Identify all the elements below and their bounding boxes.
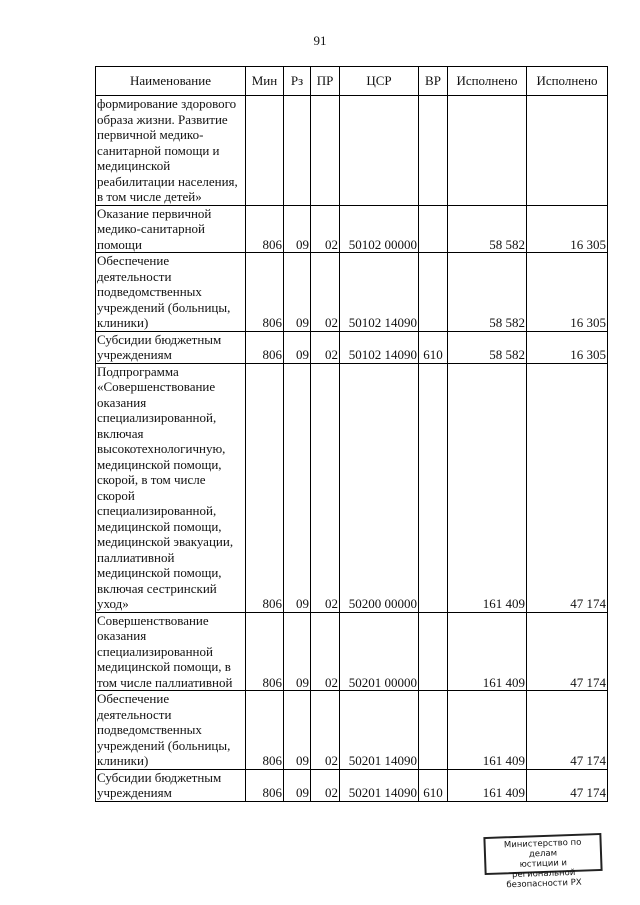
row-vr [419, 96, 448, 206]
row-executed-1: 161 409 [448, 691, 527, 770]
row-name: формирование здорового образа жизни. Развитие первичной медико-санитарной помощи и медицинской реабилитации населения, в том числе детей» [96, 96, 246, 206]
row-vr [419, 205, 448, 253]
row-rz [284, 96, 311, 206]
header-name: Наименование [96, 67, 246, 96]
row-vr [419, 253, 448, 332]
header-min: Мин [246, 67, 284, 96]
row-csr: 50200 00000 [340, 363, 419, 612]
table-row [96, 691, 608, 770]
row-pr: 02 [311, 363, 340, 612]
header-vr: ВР [419, 67, 448, 96]
stamp-line: безопасности РХ [506, 877, 582, 891]
row-rz: 09 [284, 205, 311, 253]
row-executed-1: 161 409 [448, 769, 527, 801]
ministry-stamp [483, 833, 602, 891]
row-executed-1: 58 582 [448, 205, 527, 253]
row-executed-1: 161 409 [448, 612, 527, 691]
row-executed-2: 47 174 [527, 769, 608, 801]
row-rz: 09 [284, 331, 311, 363]
row-pr: 02 [311, 612, 340, 691]
row-vr: 610 [419, 331, 448, 363]
row-name: Субсидии бюджетным учреждениям [96, 769, 246, 801]
row-csr [340, 96, 419, 206]
row-pr: 02 [311, 769, 340, 801]
row-csr: 50201 14090 [340, 769, 419, 801]
row-min: 806 [246, 205, 284, 253]
row-pr: 02 [311, 253, 340, 332]
row-csr: 50102 00000 [340, 205, 419, 253]
table-row [96, 612, 608, 691]
row-min: 806 [246, 363, 284, 612]
row-pr: 02 [311, 331, 340, 363]
row-executed-1: 58 582 [448, 331, 527, 363]
header-rz: Рз [284, 67, 311, 96]
row-executed-2: 16 305 [527, 205, 608, 253]
header-executed: Исполнено [448, 67, 527, 96]
row-rz: 09 [284, 769, 311, 801]
row-name: Обеспечение деятельности подведомственных учреждений (больницы, клиники) [96, 253, 246, 332]
row-executed-1: 58 582 [448, 253, 527, 332]
stamp-line: юстиции и региональной [511, 858, 576, 881]
row-name: Субсидии бюджетным учреждениям [96, 331, 246, 363]
row-csr: 50102 14090 [340, 331, 419, 363]
row-executed-2: 16 305 [527, 331, 608, 363]
row-vr [419, 363, 448, 612]
row-executed-2 [527, 96, 608, 206]
table-row [96, 331, 608, 363]
row-min [246, 96, 284, 206]
row-csr: 50201 14090 [340, 691, 419, 770]
budget-table [95, 66, 608, 802]
row-vr [419, 612, 448, 691]
stamp-line: Министерство по делам [503, 837, 582, 860]
table-row [96, 96, 608, 206]
row-pr: 02 [311, 691, 340, 770]
table-row [96, 253, 608, 332]
row-executed-2: 47 174 [527, 363, 608, 612]
row-executed-1 [448, 96, 527, 206]
row-pr: 02 [311, 205, 340, 253]
row-name: Обеспечение деятельности подведомственных учреждений (больницы, клиники) [96, 691, 246, 770]
row-rz: 09 [284, 253, 311, 332]
row-name: Совершенствование оказания специализированной медицинской помощи, в том числе паллиативной [96, 612, 246, 691]
row-min: 806 [246, 769, 284, 801]
header-pr: ПР [311, 67, 340, 96]
row-min: 806 [246, 331, 284, 363]
row-executed-2: 47 174 [527, 691, 608, 770]
row-rz: 09 [284, 363, 311, 612]
table-row [96, 363, 608, 612]
row-min: 806 [246, 253, 284, 332]
row-executed-2: 47 174 [527, 612, 608, 691]
row-name: Подпрограмма «Совершенствование оказания специализированной, включая высокотехнологичную, медицинской помощи, скорой, в том числе скорой специализированной, медицинской помощи, медицинской эвакуации, паллиативной медицинской помощи, включая сестринский уход» [96, 363, 246, 612]
row-executed-2: 16 305 [527, 253, 608, 332]
row-name: Оказание первичной медико-санитарной помощи [96, 205, 246, 253]
row-pr [311, 96, 340, 206]
table-row [96, 769, 608, 801]
header-executed: Исполнено [527, 67, 608, 96]
row-min: 806 [246, 691, 284, 770]
row-csr: 50102 14090 [340, 253, 419, 332]
table-row [96, 205, 608, 253]
row-vr: 610 [419, 769, 448, 801]
row-csr: 50201 00000 [340, 612, 419, 691]
row-executed-1: 161 409 [448, 363, 527, 612]
page-number: 91 [313, 33, 327, 48]
row-min: 806 [246, 612, 284, 691]
table-header-row [96, 67, 608, 96]
row-vr [419, 691, 448, 770]
row-rz: 09 [284, 612, 311, 691]
row-rz: 09 [284, 691, 311, 770]
header-csr: ЦСР [340, 67, 419, 96]
